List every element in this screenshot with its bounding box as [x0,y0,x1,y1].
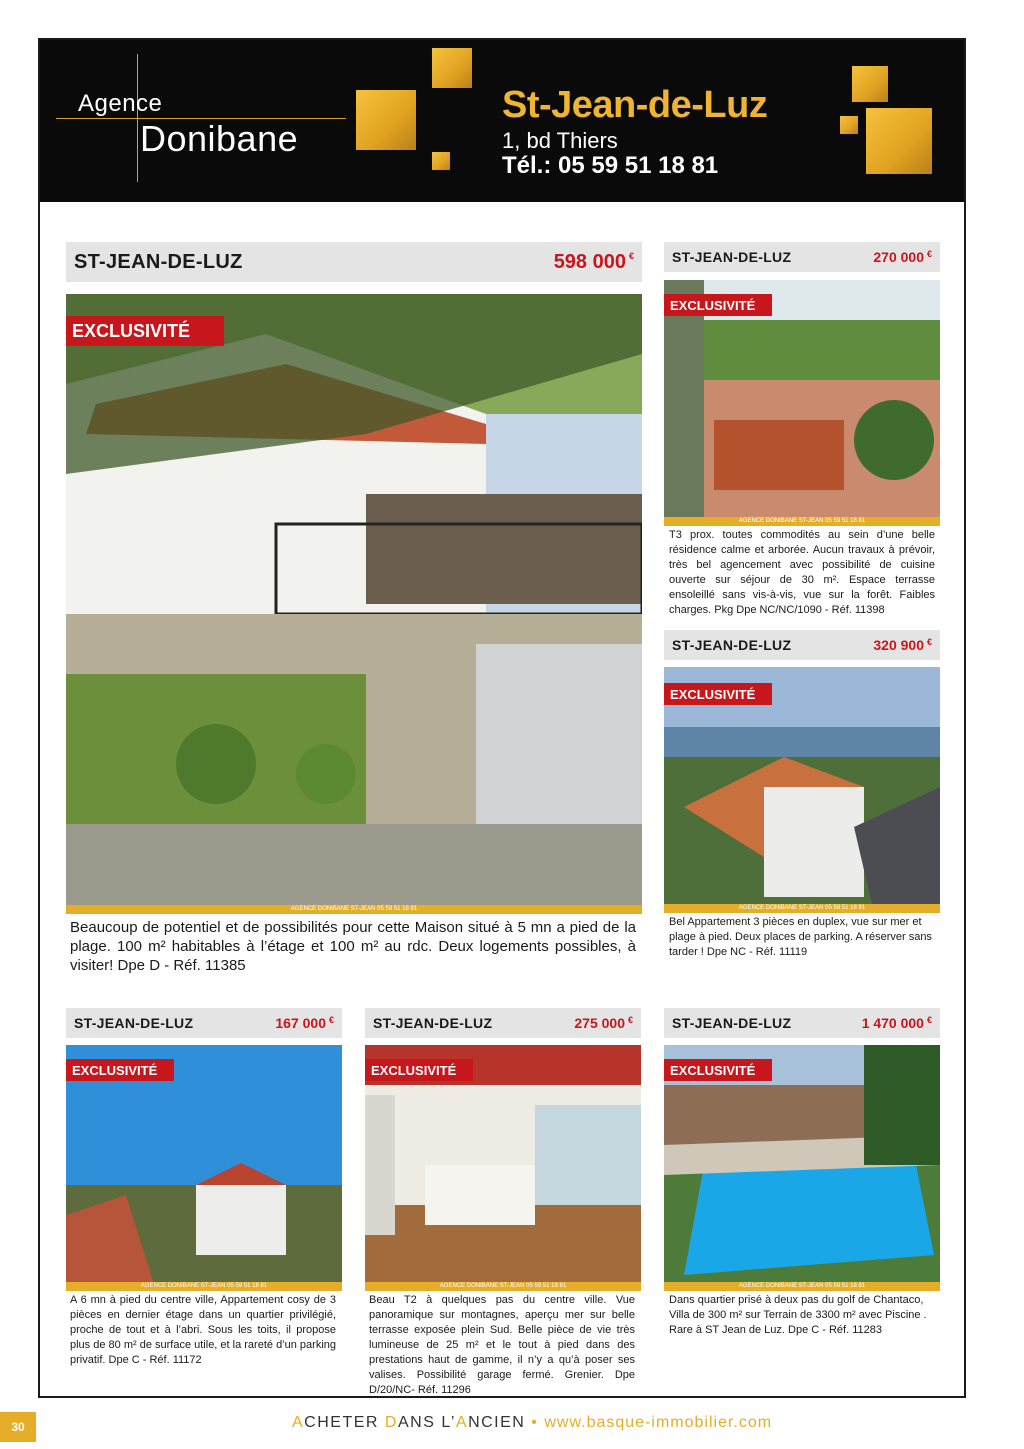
listing-price: 320 900 € [873,637,932,653]
footer-separator: • [531,1414,539,1431]
terrace-photo-image [664,280,940,526]
listing-city: ST-JEAN-DE-LUZ [373,1015,493,1031]
footer-text: D [384,1414,398,1431]
listing-description: Beaucoup de potentiel et de possibilités pour cette Maison situé à 5 mn a pied de la plage. 100 m² habitables à l’étage et 100 m² au rdc. Deux logements possibles, à visiter! Dpe D - Réf. 11385 [70,919,636,974]
listing-price: 270 000 € [873,249,932,265]
listing-description: Bel Appartement 3 pièces en duplex, vue sur mer et plage à pied. Deux places de parking. A réserver sans tarder ! Dpe NC - Réf. 11119 [669,916,932,958]
listing-title-bar [365,1008,641,1038]
listing-description: T3 prox. toutes commodités au sein d’une belle résidence calme et arborée. Aucun travaux à prévoir, très bel agencement avec possibilité de cuisine ouverte sur séjour de 30 m². Espace terrasse ensoleillé sans vis-à-vis, vue sur la forêt. Faibles charges. Pkg Dpe NC/NC/1090 - Réf. 11398 [669,529,935,616]
house-photo-image [66,294,642,914]
footer-text: A [292,1414,305,1431]
decor-square [432,152,450,170]
listing-city: ST-JEAN-DE-LUZ [74,1015,194,1031]
footer-tagline [292,1414,772,1432]
photo-credit: AGENCE DONIBANE ST-JEAN 05 59 51 18 81 [664,517,940,526]
photo-credit: AGENCE DONIBANE ST-JEAN 05 59 51 18 81 [664,1282,940,1291]
agency-phone: Tél.: 05 59 51 18 81 [502,152,719,179]
listing-photo[interactable] [664,280,940,526]
photo-credit: AGENCE DONIBANE ST-JEAN 05 59 51 18 81 [664,904,940,913]
listing-title-bar [66,242,642,282]
exclusivite-badge: EXCLUSIVITÉ [664,1059,772,1081]
listing-photo[interactable] [664,1045,940,1291]
listing-price: 598 000 € [553,250,634,273]
listing-photo[interactable] [365,1045,641,1291]
listing-title-bar [664,242,940,272]
listing-description: Beau T2 à quelques pas du centre ville. Vue panoramique sur montagnes, aperçu mer sur belle terrasse exposée plein Sud. Belle pièce de vie très lumineuse de 25 m² et le tout à pied dans des prestations haut de gamme, il n’y a qu’à poser ses valises. Possibilité garage fermé. Grenier. Dpe D/20/NC- Réf. 11296 [369,1294,635,1396]
listing-price: 1 470 000 € [861,1015,932,1031]
footer-text: CHETER [304,1414,385,1431]
listing-city: ST-JEAN-DE-LUZ [672,1015,792,1031]
listing-title-bar [66,1008,342,1038]
kitchen-photo-image [365,1045,641,1291]
footer-website-link[interactable]: www.basque-immobilier.com [544,1414,773,1431]
listing-city: ST-JEAN-DE-LUZ [672,637,792,653]
decor-square [866,108,932,174]
logo-agence-text: Agence [78,90,163,117]
decor-square [432,48,472,88]
logo-divider-vertical [137,54,138,182]
exclusivite-badge: EXCLUSIVITÉ [66,316,224,346]
pool-villa-image [664,1045,940,1291]
footer-text: A [455,1414,469,1431]
listing-photo[interactable] [66,294,642,914]
photo-credit: AGENCE DONIBANE ST-JEAN 05 59 51 18 81 [66,905,642,914]
decor-square [356,90,416,150]
listing-photo[interactable] [664,667,940,913]
listing-city: ST-JEAN-DE-LUZ [74,250,243,273]
exclusivite-badge: EXCLUSIVITÉ [365,1059,473,1081]
listing-title-bar [664,1008,940,1038]
listing-price: 275 000 € [574,1015,633,1031]
page-number: 30 [0,1412,36,1442]
footer-text: NCIEN [468,1414,526,1431]
rooftops-photo-image [66,1045,342,1291]
agency-town: St-Jean-de-Luz [502,84,768,126]
agency-header [40,40,964,202]
agency-logo [56,54,356,184]
footer-text: ANS L’ [397,1414,456,1431]
listing-city: ST-JEAN-DE-LUZ [672,249,792,265]
exclusivite-badge: EXCLUSIVITÉ [66,1059,174,1081]
listing-price: 167 000 € [275,1015,334,1031]
decor-square [852,66,888,102]
exclusivite-badge: EXCLUSIVITÉ [664,683,772,705]
logo-donibane-text: Donibane [140,118,299,159]
photo-credit: AGENCE DONIBANE ST-JEAN 05 59 51 18 81 [66,1282,342,1291]
decor-square [840,116,858,134]
listing-title-bar [664,630,940,660]
photo-credit: AGENCE DONIBANE ST-JEAN 05 59 51 18 81 [365,1282,641,1291]
listing-description: Dans quartier prisé à deux pas du golf de Chantaco, Villa de 300 m² sur Terrain de 3300 m² avec Piscine . Rare à ST Jean de Luz. Dpe C - Réf. 11283 [669,1294,927,1336]
agency-address: 1, bd Thiers [502,128,618,153]
listing-photo[interactable] [66,1045,342,1291]
exclusivite-badge: EXCLUSIVITÉ [664,294,772,316]
listing-description: A 6 mn à pied du centre ville, Appartement cosy de 3 pièces en dernier étage dans un quartier privilégié, proche de tout et à l’abri. Sous les toits, il propose plus de 80 m² de surface utile, et la rareté d’un parking privatif. Dpe C - Réf. 11172 [70,1294,336,1366]
